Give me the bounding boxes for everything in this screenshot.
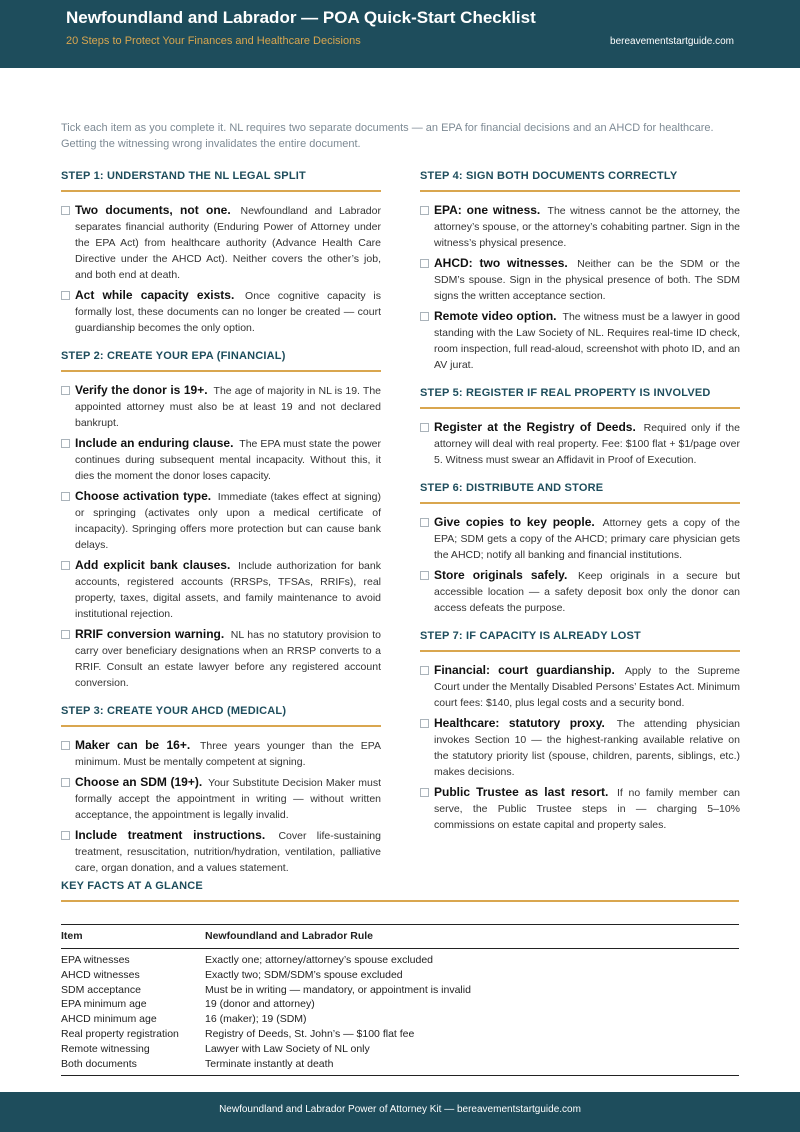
page-header bbox=[0, 0, 800, 68]
step-section bbox=[420, 482, 740, 616]
step-heading: STEP 3: CREATE YOUR AHCD (MEDICAL) bbox=[61, 705, 381, 727]
item-label: Add explicit bank clauses. bbox=[75, 558, 231, 572]
item-label: Healthcare: statutory proxy. bbox=[434, 716, 605, 730]
page-subtitle: 20 Steps to Protect Your Finances and Healthcare Decisions bbox=[66, 35, 361, 47]
item-label: Maker can be 16+. bbox=[75, 738, 191, 752]
table-row bbox=[61, 1027, 739, 1042]
checklist-item bbox=[420, 784, 740, 833]
checklist-item bbox=[61, 626, 381, 691]
table-cell: SDM acceptance bbox=[61, 983, 141, 996]
step-heading: STEP 2: CREATE YOUR EPA (FINANCIAL) bbox=[61, 350, 381, 372]
table-cell: Must be in writing — mandatory, or appointment is invalid bbox=[205, 983, 471, 996]
item-text: The witness cannot be the attorney, the attorney’s spouse, or the attorney’s cohabiting partner. Sign in the witness’s physical presence. bbox=[434, 205, 740, 249]
item-label: Choose activation type. bbox=[75, 489, 212, 503]
item-text: NL has no statutory provision to carry over beneficiary designations when an RRSP converts to a RRIF. Consult an estate lawyer before any registered account conversion. bbox=[75, 629, 381, 689]
checklist-item bbox=[420, 308, 740, 373]
item-text: Keep originals in a secure but accessible location — a safety deposit box only the donor can access defeats the purpose. bbox=[434, 570, 740, 614]
table-cell: Registry of Deeds, St. John’s — $100 flat fee bbox=[205, 1027, 415, 1040]
checkbox[interactable] bbox=[420, 423, 429, 432]
table-cell: EPA minimum age bbox=[61, 998, 147, 1011]
checkbox[interactable] bbox=[420, 571, 429, 580]
table-cell: Lawyer with Law Society of NL only bbox=[205, 1042, 370, 1055]
checkbox[interactable] bbox=[61, 291, 70, 300]
item-text: Three years younger than the EPA minimum. Must be mentally competent at signing. bbox=[75, 740, 382, 768]
item-text: Include authorization for bank accounts, registered accounts (RRSPs, TFSAs, RRIFs), real property, taxes, digital assets, and family maintenance to avoid institutional rejection. bbox=[75, 560, 381, 620]
checkbox[interactable] bbox=[420, 312, 429, 321]
table-row bbox=[61, 1042, 739, 1057]
checklist-item bbox=[61, 202, 381, 283]
header-site-name: bereavementstartguide.com bbox=[610, 36, 734, 47]
checkbox[interactable] bbox=[61, 831, 70, 840]
item-text: The attending physician invokes Section 10 — the highest-ranking available relative on the statutory priority list (spouse, children, parents, siblings, etc.) makes decisions. bbox=[434, 718, 740, 778]
checkbox[interactable] bbox=[61, 492, 70, 501]
item-label: EPA: one witness. bbox=[434, 203, 541, 217]
step-section bbox=[420, 170, 740, 373]
table-cell: 19 (donor and attorney) bbox=[205, 998, 315, 1011]
checkbox[interactable] bbox=[61, 778, 70, 787]
item-label: Verify the donor is 19+. bbox=[75, 383, 208, 397]
key-facts-section bbox=[61, 880, 739, 1076]
item-label: Store originals safely. bbox=[434, 568, 568, 582]
table-cell: Real property registration bbox=[61, 1027, 179, 1040]
page-title: Newfoundland and Labrador — POA Quick-Start Checklist bbox=[66, 8, 536, 27]
item-text: Once cognitive capacity is formally lost, these documents can no longer be created — court guardianship becomes the only option. bbox=[75, 290, 381, 334]
checkbox[interactable] bbox=[420, 666, 429, 675]
item-text: The EPA must state the power continues during subsequent mental incapacity. Without this, it dies the moment the donor loses capacity. bbox=[75, 438, 381, 482]
checkbox[interactable] bbox=[61, 561, 70, 570]
checkbox[interactable] bbox=[61, 439, 70, 448]
checklist-item bbox=[61, 737, 381, 770]
table-row bbox=[61, 1057, 739, 1076]
checklist-item bbox=[61, 382, 381, 431]
item-label: Include an enduring clause. bbox=[75, 436, 234, 450]
checklist-item bbox=[61, 435, 381, 484]
checkbox[interactable] bbox=[420, 518, 429, 527]
step-heading: STEP 6: DISTRIBUTE AND STORE bbox=[420, 482, 740, 504]
table-cell: Exactly two; SDM/SDM’s spouse excluded bbox=[205, 968, 403, 981]
table-row bbox=[61, 1012, 739, 1027]
step-section bbox=[420, 630, 740, 833]
step-heading: STEP 1: UNDERSTAND THE NL LEGAL SPLIT bbox=[61, 170, 381, 192]
key-facts-table bbox=[61, 924, 739, 1076]
item-text: Newfoundland and Labrador separates financial authority (Enduring Power of Attorney under the EPA Act) from healthcare authority (Advance Health Care Directive under the AHCD Act). Neither covers the other’s job, and both end at death. bbox=[75, 205, 381, 281]
step-section bbox=[420, 387, 740, 468]
checkbox[interactable] bbox=[61, 206, 70, 215]
table-row bbox=[61, 968, 739, 983]
checklist-item bbox=[61, 287, 381, 336]
checkbox[interactable] bbox=[420, 719, 429, 728]
item-text: The witness must be a lawyer in good standing with the Law Society of NL. Requires real-time ID check, room inspection, full read-aloud, screenshot with photo ID, and an AV jurat. bbox=[434, 311, 741, 371]
checklist-item bbox=[420, 662, 740, 711]
item-text: Neither can be the SDM or the SDM’s spouse. Sign in the physical presence of both. The SDM signs the written acceptance section. bbox=[434, 258, 741, 302]
item-label: Register at the Registry of Deeds. bbox=[434, 420, 636, 434]
intro-text: Tick each item as you complete it. NL requires two separate documents — an EPA for financial decisions and an AHCD for healthcare. Getting the witnessing wrong invalidates the entire document. bbox=[61, 122, 714, 150]
item-label: Financial: court guardianship. bbox=[434, 663, 615, 677]
table-cell: EPA witnesses bbox=[61, 954, 130, 966]
step-heading: STEP 5: REGISTER IF REAL PROPERTY IS INVOLVED bbox=[420, 387, 740, 409]
table-row bbox=[61, 997, 739, 1012]
item-label: RRIF conversion warning. bbox=[75, 627, 225, 641]
checklist-item bbox=[61, 557, 381, 622]
page-footer: Newfoundland and Labrador Power of Attorney Kit — bereavementstartguide.com bbox=[0, 1092, 800, 1132]
table-cell: Exactly one; attorney/attorney’s spouse excluded bbox=[205, 954, 434, 966]
checklist-item bbox=[420, 255, 740, 304]
item-label: Include treatment instructions. bbox=[75, 828, 266, 842]
item-text: Apply to the Supreme Court under the Mentally Disabled Persons’ Estates Act. Minimum court fees: $140, plus legal costs and a security bond. bbox=[434, 665, 740, 709]
table-cell: AHCD minimum age bbox=[61, 1013, 157, 1026]
table-cell: AHCD witnesses bbox=[61, 968, 140, 981]
table-cell: 16 (maker); 19 (SDM) bbox=[205, 1013, 307, 1026]
checklist-item bbox=[420, 202, 740, 251]
step-section bbox=[61, 350, 381, 691]
checklist-item bbox=[420, 567, 740, 616]
item-label: Choose an SDM (19+). bbox=[75, 775, 203, 789]
checklist-item bbox=[61, 827, 381, 876]
item-label: Public Trustee as last resort. bbox=[434, 785, 609, 799]
table-row bbox=[61, 949, 739, 968]
item-text: Cover life-sustaining treatment, resuscitation, nutrition/hydration, ventilation, palliative care, organ donation, and a values statement. bbox=[75, 830, 381, 874]
item-text: If no family member can serve, the Public Trustee steps in — charging 5–10% commissions on estate capital and property sales. bbox=[434, 787, 740, 831]
checklist-item bbox=[420, 715, 740, 780]
step-section bbox=[61, 170, 381, 336]
step-heading: STEP 4: SIGN BOTH DOCUMENTS CORRECTLY bbox=[420, 170, 740, 192]
table-row bbox=[61, 983, 739, 998]
item-label: Give copies to key people. bbox=[434, 515, 595, 529]
table-cell: Terminate instantly at death bbox=[205, 1057, 334, 1070]
right-column bbox=[420, 170, 740, 837]
item-text: The age of majority in NL is 19. The appointed attorney must also be at least 19 and not declared bankrupt. bbox=[75, 385, 382, 429]
item-text: Required only if the attorney will deal with real property. Fee: $100 flat + $1/page over 5. Witness must swear an Affidavit in Proof of Execution. bbox=[434, 422, 740, 466]
checkbox[interactable] bbox=[420, 788, 429, 797]
checkbox[interactable] bbox=[420, 259, 429, 268]
checkbox[interactable] bbox=[61, 386, 70, 395]
item-text: Attorney gets a copy of the EPA; SDM gets a copy of the AHCD; primary care physician gets the AHCD; notify all banking and financial institutions. bbox=[434, 517, 740, 561]
item-label: AHCD: two witnesses. bbox=[434, 256, 568, 270]
step-section bbox=[61, 705, 381, 876]
item-label: Two documents, not one. bbox=[75, 203, 231, 217]
column-header: Newfoundland and Labrador Rule bbox=[205, 925, 739, 949]
column-header: Item bbox=[61, 925, 205, 949]
left-column bbox=[61, 170, 381, 880]
checkbox[interactable] bbox=[420, 206, 429, 215]
checklist-item bbox=[61, 774, 381, 823]
section-heading: KEY FACTS AT A GLANCE bbox=[61, 880, 739, 902]
checkbox[interactable] bbox=[61, 630, 70, 639]
item-text: Your Substitute Decision Maker must formally accept the appointment in writing — without written acceptance, the appointment is legally invalid. bbox=[75, 777, 381, 821]
checkbox[interactable] bbox=[61, 741, 70, 750]
checklist-item bbox=[61, 488, 381, 553]
table-cell: Both documents bbox=[61, 1057, 137, 1070]
checklist-item bbox=[420, 419, 740, 468]
checklist-item bbox=[420, 514, 740, 563]
item-text: Immediate (takes effect at signing) or springing (activates only upon a medical certificate of incapacity). Springing offers more protection but can cause bank delays. bbox=[75, 491, 381, 551]
table-cell: Remote witnessing bbox=[61, 1042, 150, 1055]
item-label: Act while capacity exists. bbox=[75, 288, 235, 302]
item-label: Remote video option. bbox=[434, 309, 557, 323]
step-heading: STEP 7: IF CAPACITY IS ALREADY LOST bbox=[420, 630, 740, 652]
